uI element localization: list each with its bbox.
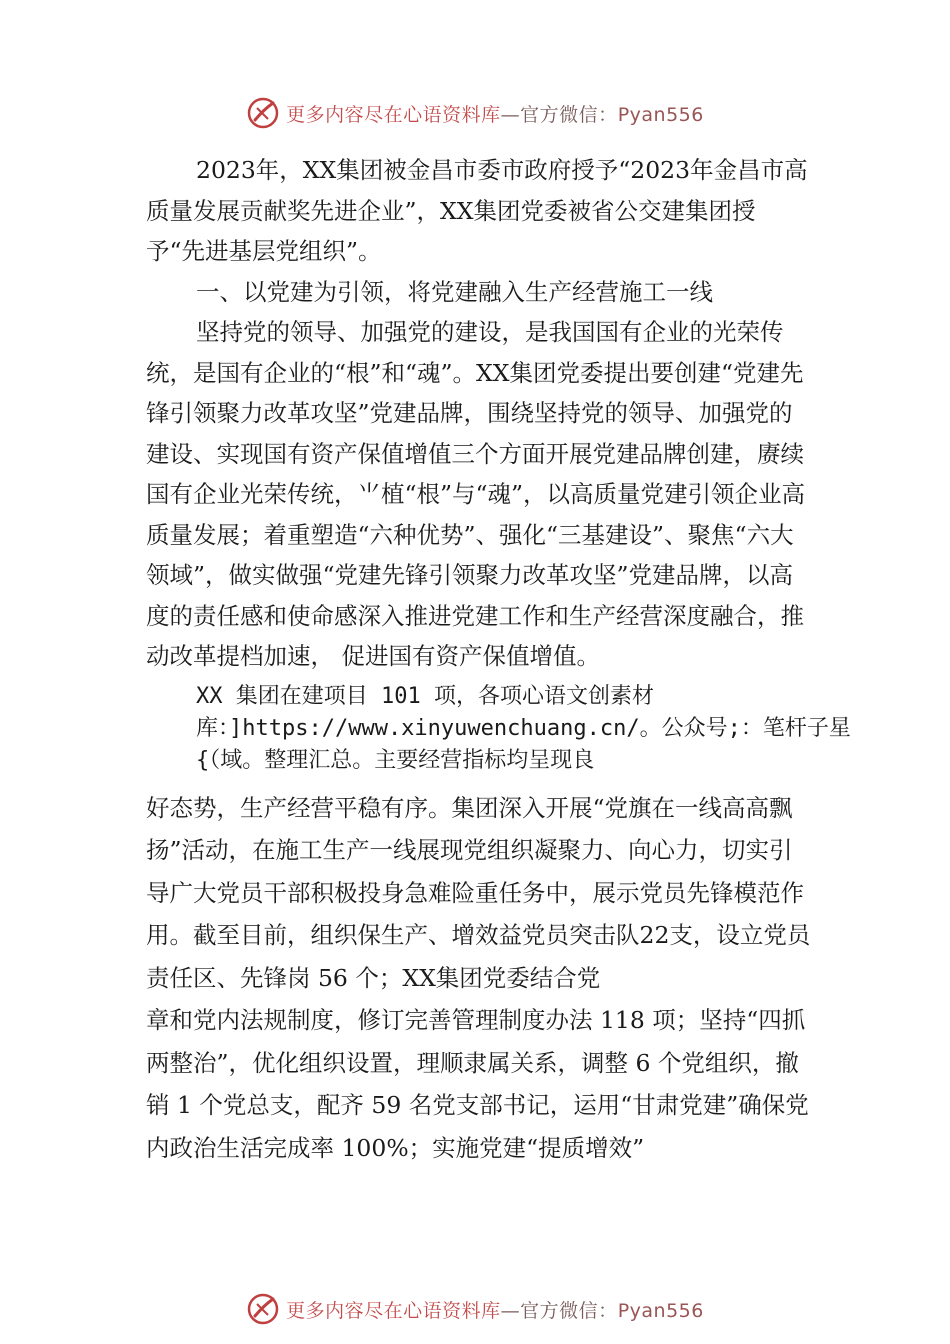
footer-banner-text: 更多内容尽在心语资料库—官方微信：Pyan556 bbox=[286, 1299, 704, 1322]
paragraph-projects: XX 集团在建项目 101 项，各项心语文创素材库：]https://www.xinyuwenchuang.cn/。公众号;：笔杆子星{（域。整理汇总。主要经营指标均呈现良 bbox=[196, 683, 851, 773]
brush-logo-icon bbox=[246, 1292, 280, 1326]
paragraph-award: 2023年，XX集团被金昌市委市政府授予“2023年金昌市高质量发展贡献奖先进企业”，XX集团党委被省公交建集团授予“先进基层党组织”。 bbox=[146, 156, 808, 265]
paragraph-party-building: 坚持党的领导、加强党的建设，是我国国有企业的光荣传统，是国有企业的“根”和“魂”。XX集团党委提出要创建“党建先锋引领聚力改革攻坚”党建品牌，围绕坚持党的领导、加强党的建设、实现国有资产保值增值三个方面开展党建品牌创建，赓续国有企业光荣传统，⺌植“根”与“魂”，以高质量党建引领企业高质量发展；着重塑造“六种优势”、强化“三基建设”、聚焦“六大领域”，做实做强“党建先锋引领聚力改革攻坚”党建品牌，以高度的责任感和使命感深入推进党建工作和生产经营深度融合，推动改革提档加速， 促进国有资产保值增值。 bbox=[146, 318, 806, 670]
header-banner-text: 更多内容尽在心语资料库—官方微信：Pyan556 bbox=[286, 103, 704, 126]
paragraph-operations: 好态势，生产经营平稳有序。集团深入开展“党旗在一线高高飘扬”活动，在施工生产一线展现党组织凝聚力、向心力，切实引导广大党员干部积极投身急难险重任务中，展示党员先锋模范作用。截至目前，组织保生产、增效益党员突击队22支，设立党员责任区、先锋岗 56 个；XX集团党委结合党 bbox=[146, 793, 811, 992]
document-body bbox=[146, 150, 851, 1169]
footer-banner bbox=[0, 1289, 950, 1329]
header-banner bbox=[0, 93, 950, 133]
paragraph-regulations: 章和党内法规制度，修订完善管理制度办法 118 项；坚持“四抓两整治”，优化组织设置，理顺隶属关系，调整 6 个党组织，撤销 1 个党总支，配齐 59 名党支部书记，运用“甘肃党建”确保党内政治生活完成率 100%；实施党建“提质增效” bbox=[146, 1006, 809, 1162]
section-heading: 一、以党建为引领，将党建融入生产经营施工一线 bbox=[196, 277, 713, 306]
brush-logo-icon bbox=[246, 96, 280, 130]
